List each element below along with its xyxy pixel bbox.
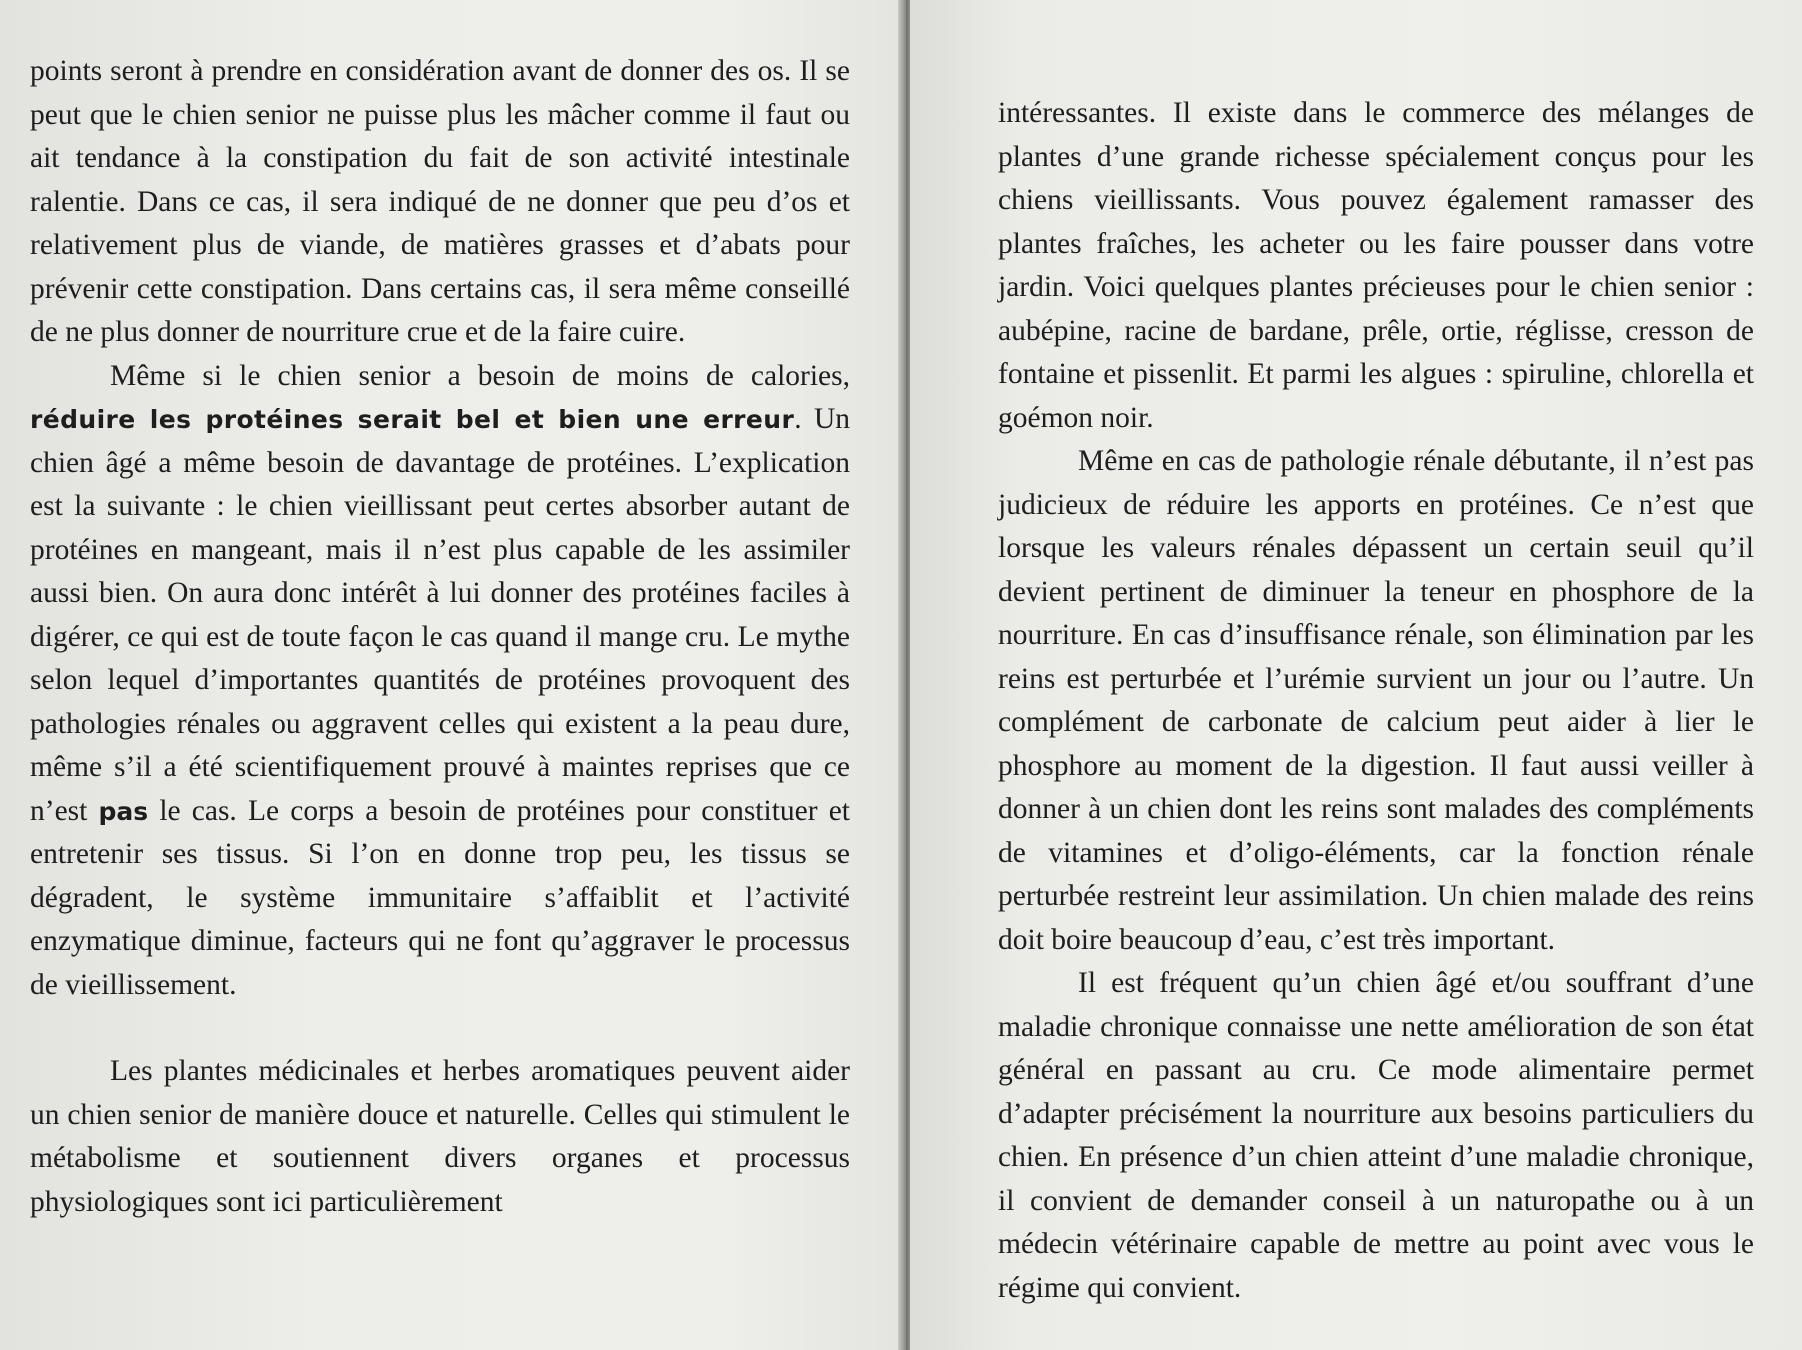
right-paragraph-2: Même en cas de pathologie rénale débutante, il n’est pas judicieux de réduire les apports en protéines. Ce n’est que lorsque les valeurs rénales dépassent un certain seuil qu’il devient pertinent de diminuer la teneur en phosphore de la nourriture. En cas d’insuffisance rénale, son élimination par les reins est perturbée et l’urémie survient un jour ou l’autre. Un complément de carbonate de calcium peut aider à lier le phosphore au moment de la digestion. Il faut aussi veiller à donner à un chien dont les reins sont malades des compléments de vitamines et d’oligo-éléments, car la fonction rénale perturbée restreint leur assimilation. Un chien malade des reins doit boire beaucoup d’eau, c’est très important.	[998, 445, 1754, 956]
right-page	[910, 0, 1802, 1350]
left-paragraph-1: points seront à prendre en considération avant de donner des os. Il se peut que le chien senior ne puisse plus les mâcher comme il faut ou ait tendance à la constipation du fait de son activité intestinale ralentie. Dans ce cas, il sera indiqué de ne donner que peu d’os et relativement plus de viande, de matières grasses et d’abats pour prévenir cette constipation. Dans certains cas, il sera même conseillé de ne plus donner de nourriture crue et de la faire cuire.	[30, 55, 850, 348]
left-paragraph-3: Les plantes médicinales et herbes aromatiques peuvent aider un chien senior de manière douce et naturelle. Celles qui stimulent le métabolisme et soutiennent divers organes et processus physiologiques sont ici particulièrement	[30, 1055, 850, 1218]
left-paragraph-2-intro: Même si le chien senior a besoin de moins de calories,	[110, 359, 850, 392]
bold-word-pas: pas	[98, 796, 149, 826]
bold-statement: réduire les protéines serait bel et bien une erreur	[30, 405, 795, 434]
left-paragraph-2-end: le cas. Le corps a besoin de protéines pour constituer et entretenir ses tissus. Si l’on en donne trop peu, les tissus se dégradent, le système immunitaire s’affaiblit et l’activité enzymatique diminue, facteurs qui ne font qu’aggraver le processus de vieillissement.	[30, 794, 850, 1001]
right-paragraph-1: intéressantes. Il existe dans le commerce des mélanges de plantes d’une grande richesse spécialement conçus pour les chiens vieillissants. Vous pouvez également ramasser des plantes fraîches, les acheter ou les faire pousser dans votre jardin. Voici quelques plantes précieuses pour le chien senior : aubépine, racine de bardane, prêle, ortie, réglisse, cresson de fontaine et pissenlit. Et parmi les algues : spiruline, chlorella et goémon noir.	[998, 97, 1754, 434]
right-paragraph-3: Il est fréquent qu’un chien âgé et/ou souffrant d’une maladie chronique connaisse une nette amélioration de son état général en passant au cru. Ce mode alimentaire permet d’adapter précisément la nourriture aux besoins particuliers du chien. En présence d’un chien atteint d’une maladie chronique, il convient de demander conseil à un naturopathe ou à un médecin vétérinaire capable de mettre au point avec vous le régime qui convient.	[998, 967, 1754, 1304]
left-paragraph-2	[30, 355, 850, 1008]
paragraph-gap	[30, 1007, 850, 1050]
left-paragraph-2-body: . Un chien âgé a même besoin de davantage de protéines. L’explication est la suivante : le chien vieillissant peut certes absorber autant de protéines en mangeant, mais il n’est plus capable de les assimiler aussi bien. On aura donc intérêt à lui donner des protéines faciles à digérer, ce qui est de toute façon le cas quand il mange cru. Le mythe selon lequel d’importantes quantités de protéines provoquent des pathologies rénales ou aggravent celles qui existent a la peau dure, même s’il a été scientifiquement prouvé à maintes reprises que ce n’est	[30, 403, 850, 827]
